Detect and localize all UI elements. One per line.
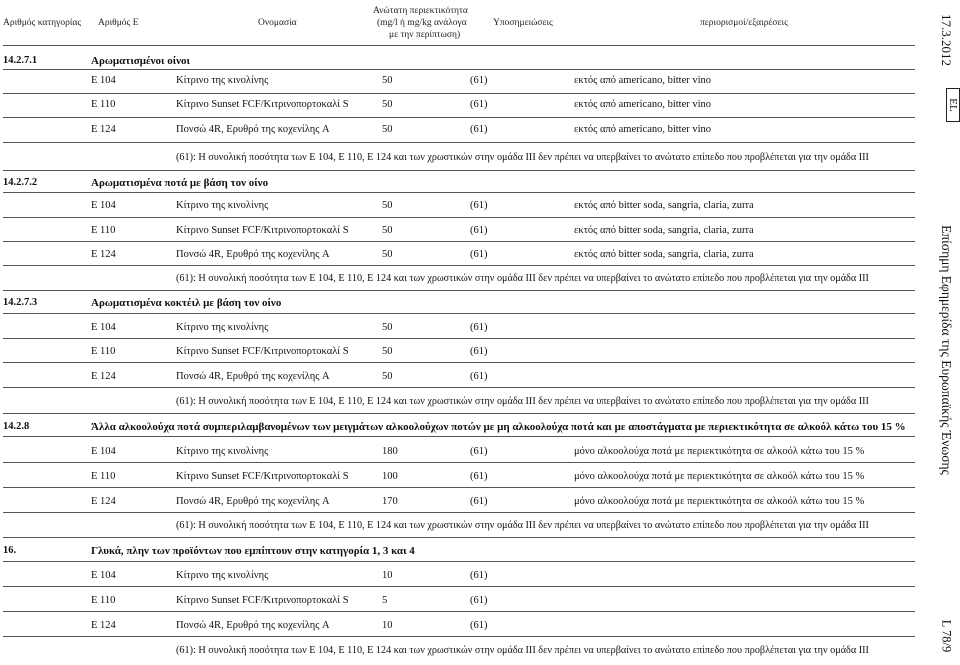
max-level: 50 [382,249,393,260]
header-col-category: Αριθμός κατηγορίας [3,18,82,28]
restriction: μόνο αλκοολούχα ποτά με περιεκτικότητα σε αλκοόλ κάτω του 15 % [574,446,865,457]
section-code: 14.2.7.3 [3,297,38,308]
max-level: 50 [382,225,393,236]
margin-page: L 78/9 [939,619,954,653]
footnote-ref: (61) [470,99,488,110]
restriction: μόνο αλκοολούχα ποτά με περιεκτικότητα σε αλκοόλ κάτω του 15 % [574,471,865,482]
row-rule [3,117,915,118]
e-number: E 110 [91,346,116,357]
row-rule [3,69,915,70]
row-rule [3,436,915,437]
footnote-ref: (61) [470,200,488,211]
additive-name: Κίτρινο Sunset FCF/Κιτρινοπορτοκαλί S [176,595,349,606]
e-number: E 110 [91,99,116,110]
row-rule [3,462,915,463]
max-level: 10 [382,570,393,581]
restriction: μόνο αλκοολούχα ποτά με περιεκτικότητα σε αλκοόλ κάτω του 15 % [574,496,865,507]
additive-name: Κίτρινο της κινολίνης [176,322,269,333]
margin-lang: EL [947,98,959,112]
e-number: E 124 [91,249,116,260]
restriction: εκτός από americano, bitter vino [574,99,712,110]
e-number: E 124 [91,496,116,507]
restriction: εκτός από bitter soda, sangria, claria, zurra [574,249,754,260]
footnote-ref: (61) [470,124,488,135]
row-rule [3,142,915,143]
footnote-text: (61): Η συνολική ποσότητα των E 104, E 110, E 124 και των χρωστικών στην ομάδα III δεν πρέπει να υπερβαίνει το ανώτατο επίπεδο που προβλέπεται για την ομάδα III [176,645,869,656]
e-number: E 104 [91,570,116,581]
row-rule [3,192,915,193]
header-col-enumber: Αριθμός Ε [98,18,139,28]
header-col-max-2: (mg/l ή mg/kg ανάλογα [377,18,467,28]
row-rule [3,362,915,363]
restriction: εκτός από americano, bitter vino [574,75,712,86]
footnote-ref: (61) [470,446,488,457]
footnote-text: (61): Η συνολική ποσότητα των E 104, E 110, E 124 και των χρωστικών στην ομάδα III δεν πρέπει να υπερβαίνει το ανώτατο επίπεδο που προβλέπεται για την ομάδα III [176,273,869,284]
footnote-ref: (61) [470,570,488,581]
margin-date: 17.3.2012 [939,14,954,66]
row-rule [3,487,915,488]
section-title: Αρωματισμένοι οίνοι [91,55,190,67]
section-code: 16. [3,545,17,556]
max-level: 50 [382,99,393,110]
e-number: E 104 [91,200,116,211]
row-rule [3,93,915,94]
max-level: 10 [382,620,393,631]
max-level: 50 [382,124,393,135]
row-rule [3,611,915,612]
row-rule [3,338,915,339]
row-rule [3,217,915,218]
e-number: E 104 [91,446,116,457]
additive-name: Κίτρινο της κινολίνης [176,570,269,581]
max-level: 50 [382,322,393,333]
footnote-ref: (61) [470,225,488,236]
row-rule [3,241,915,242]
row-rule [3,586,915,587]
additive-name: Κίτρινο Sunset FCF/Κιτρινοπορτοκαλί S [176,346,349,357]
additive-name: Κίτρινο της κινολίνης [176,446,269,457]
row-rule [3,313,915,314]
section-title: Αρωματισμένα κοκτέιλ με βάση τον οίνο [91,297,282,309]
additive-name: Πονσώ 4R, Ερυθρό της κοχενίλης A [176,371,330,382]
margin-lang-box [946,88,960,122]
section-code: 14.2.7.1 [3,55,38,66]
e-number: E 110 [91,595,116,606]
restriction: εκτός από bitter soda, sangria, claria, zurra [574,200,754,211]
section-title: Γλυκά, πλην των προϊόντων που εμπίπτουν στην κατηγορία 1, 3 και 4 [91,545,415,557]
max-level: 50 [382,75,393,86]
footnote-ref: (61) [470,322,488,333]
e-number: E 124 [91,124,116,135]
row-rule [3,387,915,388]
e-number: E 124 [91,371,116,382]
footnote-text: (61): Η συνολική ποσότητα των E 104, E 110, E 124 και των χρωστικών στην ομάδα III δεν πρέπει να υπερβαίνει το ανώτατο επίπεδο που προβλέπεται για την ομάδα III [176,396,869,407]
footnote-text: (61): Η συνολική ποσότητα των E 104, E 110, E 124 και των χρωστικών στην ομάδα III δεν πρέπει να υπερβαίνει το ανώτατο επίπεδο που προβλέπεται για την ομάδα III [176,152,869,163]
max-level: 5 [382,595,388,606]
header-col-restrictions: περιορισμοί/εξαιρέσεις [700,18,788,28]
section-title: Άλλα αλκοολούχα ποτά συμπεριλαμβανομένων των μειγμάτων αλκοολούχων ποτών με μη αλκοολούχα ποτά και με αποστάγματα με περιεκτικότητα σε αλκοόλ κάτω του 15 % [91,421,906,433]
footnote-ref: (61) [470,249,488,260]
additive-name: Κίτρινο της κινολίνης [176,200,269,211]
max-level: 50 [382,371,393,382]
header-col-name: Ονομασία [258,18,297,28]
additive-name: Πονσώ 4R, Ερυθρό της κοχενίλης A [176,249,330,260]
header-rule [3,45,915,46]
footnote-ref: (61) [470,595,488,606]
section-rule [3,170,915,171]
section-rule [3,537,915,538]
additive-name: Κίτρινο Sunset FCF/Κιτρινοπορτοκαλί S [176,225,349,236]
additive-name: Κίτρινο Sunset FCF/Κιτρινοπορτοκαλί S [176,99,349,110]
section-code: 14.2.8 [3,421,30,432]
additive-name: Πονσώ 4R, Ερυθρό της κοχενίλης A [176,620,330,631]
footnote-ref: (61) [470,496,488,507]
margin-journal: Επίσημη Εφημερίδα της Ευρωπαϊκής Ένωσης [939,225,954,475]
max-level: 100 [382,471,398,482]
section-code: 14.2.7.2 [3,177,38,188]
footnote-text: (61): Η συνολική ποσότητα των E 104, E 110, E 124 και των χρωστικών στην ομάδα III δεν πρέπει να υπερβαίνει το ανώτατο επίπεδο που προβλέπεται για την ομάδα III [176,520,869,531]
max-level: 50 [382,200,393,211]
footnote-ref: (61) [470,620,488,631]
restriction: εκτός από americano, bitter vino [574,124,712,135]
e-number: E 104 [91,75,116,86]
additive-name: Κίτρινο της κινολίνης [176,75,269,86]
header-col-footnotes: Υποσημειώσεις [493,18,553,28]
section-rule [3,413,915,414]
max-level: 180 [382,446,398,457]
e-number: E 124 [91,620,116,631]
section-title: Αρωματισμένα ποτά με βάση τον οίνο [91,177,269,189]
e-number: E 110 [91,225,116,236]
additive-name: Πονσώ 4R, Ερυθρό της κοχενίλης A [176,124,330,135]
e-number: E 104 [91,322,116,333]
header-col-max-1: Ανώτατη περιεκτικότητα [373,6,468,16]
row-rule [3,561,915,562]
footnote-ref: (61) [470,471,488,482]
additive-name: Κίτρινο Sunset FCF/Κιτρινοπορτοκαλί S [176,471,349,482]
footnote-ref: (61) [470,346,488,357]
row-rule [3,512,915,513]
additive-name: Πονσώ 4R, Ερυθρό της κοχενίλης A [176,496,330,507]
row-rule [3,636,915,637]
max-level: 170 [382,496,398,507]
row-rule [3,265,915,266]
max-level: 50 [382,346,393,357]
footnote-ref: (61) [470,371,488,382]
section-rule [3,290,915,291]
header-col-max-3: με την περίπτωση) [389,30,461,40]
footnote-ref: (61) [470,75,488,86]
e-number: E 110 [91,471,116,482]
restriction: εκτός από bitter soda, sangria, claria, zurra [574,225,754,236]
